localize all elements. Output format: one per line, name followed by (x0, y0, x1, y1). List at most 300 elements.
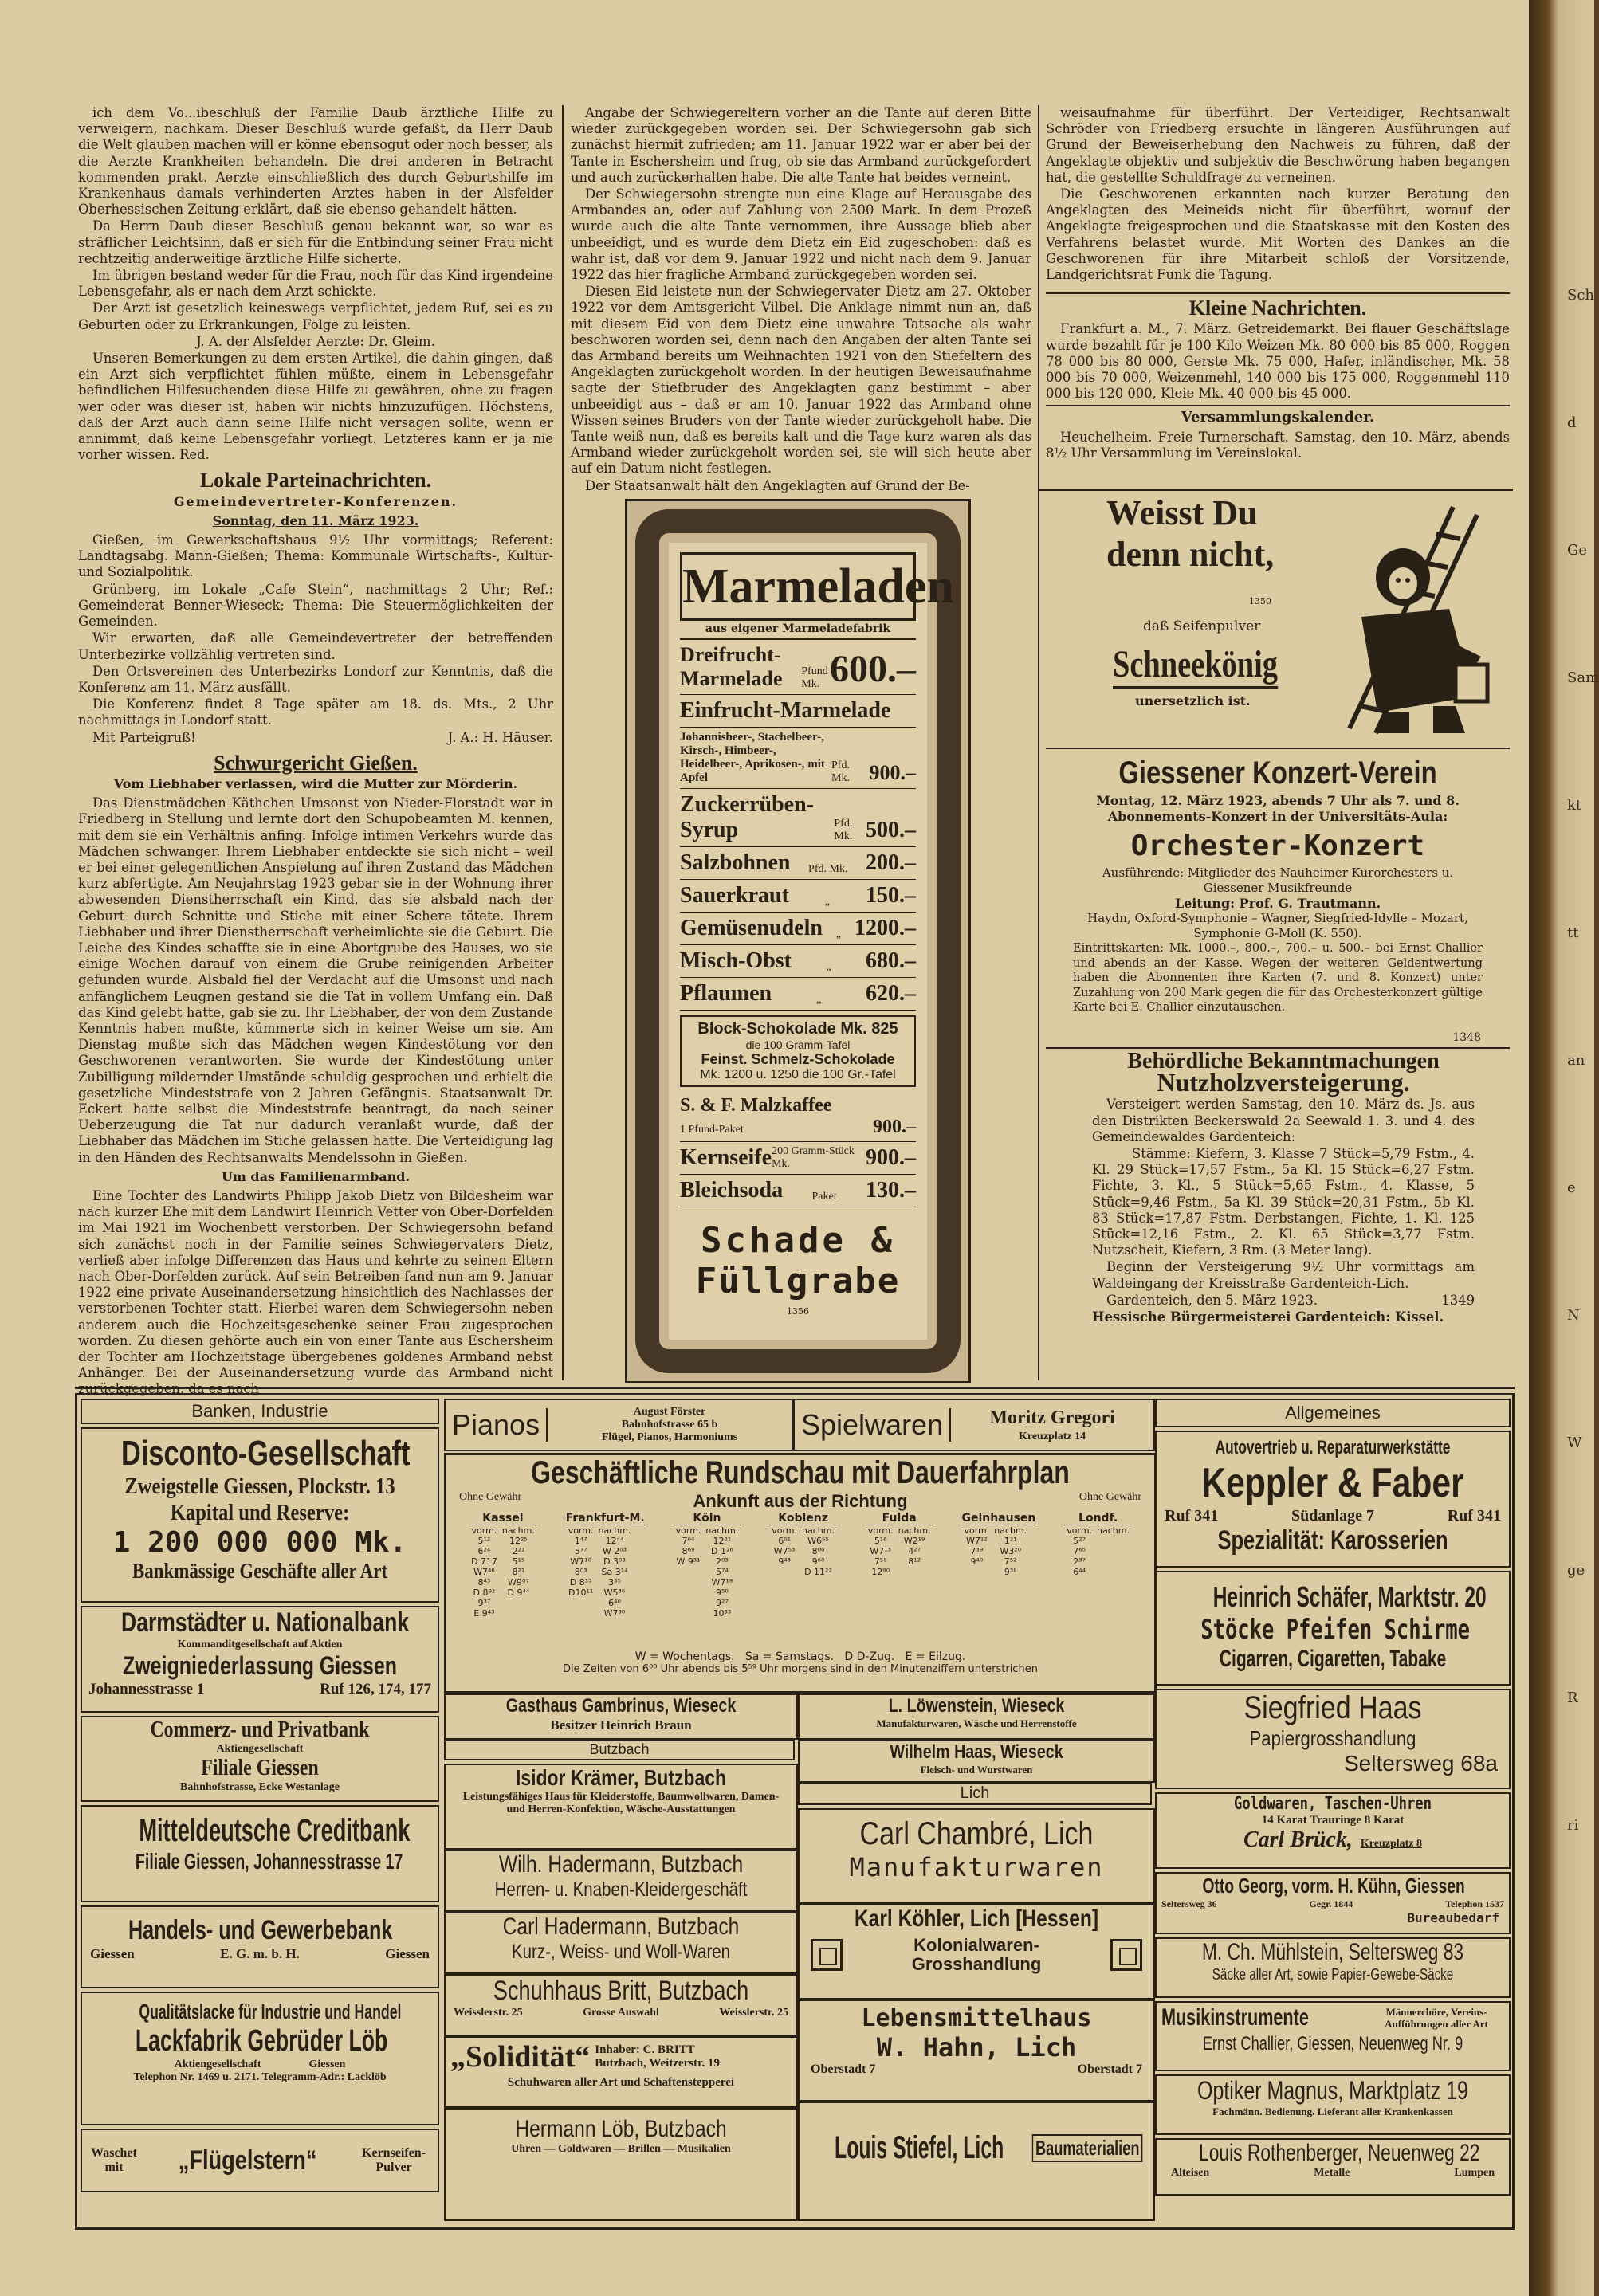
ad-line: Kurz-, Weiss- und Woll-Waren (511, 1941, 731, 1963)
item-unit: 200 Gramm-Stück Mk. (772, 1145, 855, 1170)
kraemer-ad (444, 1764, 798, 1850)
time-column-label: vorm. (867, 1525, 894, 1536)
arrival-time: 12²¹ (713, 1536, 732, 1546)
fahrplan-direction (866, 1512, 933, 1647)
nutzholz-notice (1092, 1049, 1475, 1383)
ad-line: Goldwaren, Taschen-Uhren (1234, 1794, 1432, 1814)
ad-line: Herren- u. Knaben-Kleidergeschäft (494, 1878, 748, 1901)
item-price: 600.– (830, 648, 916, 690)
time-column-label: vorm. (1067, 1525, 1093, 1536)
direction-times (769, 1525, 837, 1577)
arrival-time: W7³⁰ (603, 1608, 626, 1619)
ad-line: Weisslerstr. 25 Grosse Auswahl Weisslerstr. 25 (454, 2007, 788, 2019)
ad-line: Uhren — Goldwaren — Brillen — Musikalien (511, 2143, 731, 2155)
arrival-time: W 9³¹ (676, 1556, 701, 1567)
arrival-time: 5²⁷ (1073, 1536, 1086, 1546)
arrival-time: 1²¹ (1004, 1536, 1017, 1546)
ad-title: Carl Chambré, Lich (859, 1816, 1094, 1851)
paragraph: Das Dienstmädchen Käthchen Umsonst von Nieder-Florstadt war in Friedberg in Stellung und lernte dort den Schupobeamten M. kennen, mit dem sie ein Verhältnis anfing. Infolge intimen Verkehrs wurde das Mädchen schwanger. Ihrem Liebhaber entdeckte sie sich nicht – weil er bei einer gelegentlichen Anspielung auf ihren Zustand das Mädchen kurz abfertigte. Am Neujahrstag 1923 gebar sie in der Wohnung ihrer abwesenden Dienstherrschaft ein Kind, das sie alsbald nach der Geburt durch Schnitte und Stiche mit einer Schere tötete. Ihrem Liebhaber und ihrer Dienstherrschaft verheimlichte sie die Geburt. Die Leiche des Kindes schaffte sie in eine Abortgrube des Hauses, wo sie einige Wochen darauf von einem die Grube reinigenden Arbeiter gefunden wurde. Alsbald fiel der Verdacht auf die Umsonst und nach anfänglichem Leugnen gestand sie die Tat in vollem Umfang ein. Daß das Kind gelebt hatte, gab sie zu. Ihr Liebhaber, der von dem Zustande Kenntnis haben mußte, kümmerte sich in keiner Weise um sie. Am Dienstag mußte sich das Mädchen wegen Kindestötung vor den Geschworenen verantworten. Sie wurde der Kindestötung unter Zubilligung mildernder Umstände schuldig gesprochen und erhielt die gesetzliche Mindeststrafe von 2 Jahren Gefängnis. Staatsanwalt Dr. Eckert hatte selbst die Mindeststrafe beantragt, da nach seiner Ueberzeugung die Tat nur dadurch veranlaßt wurde, daß der Liebhaber das Mädchen im Stiche gelassen hatte. Die Verteidigung lag in den Händen des Rechtsanwalts Mendelssohn in Gießen. (78, 795, 553, 1165)
edge-fragment: R (1567, 1690, 1578, 1706)
arrival-time: 6⁴⁴ (1073, 1567, 1086, 1577)
arrival-time: W7¹² (965, 1536, 988, 1546)
time-column-label: nachm. (802, 1525, 835, 1536)
ad-text: Kolonialwaren- Grosshandlung (911, 1935, 1042, 1974)
fahrplan-header: Ohne Gewähr Ankunft aus der Richtung Ohne Gewähr (459, 1491, 1141, 1511)
arrival-time: W7⁴⁶ (473, 1567, 495, 1577)
price-row (680, 913, 916, 945)
paragraph: Der Staatsanwalt hält den Angeklagten auf Grund der Be- (585, 477, 970, 493)
ad-line: Aktiengesellschaft (216, 1743, 304, 1755)
chambre-ad (798, 1808, 1155, 1904)
arrival-time: 8⁰⁰ (811, 1546, 825, 1556)
ad-line: Leistungsfähiges Haus für Kleiderstoffe, Baumwollwaren, Damen- und Herren-Konfektion, Wäsche-Ausstattungen (462, 1791, 780, 1815)
arrival-time: D 8⁹² (473, 1588, 496, 1598)
item-price: 620.– (865, 981, 916, 1006)
item-unit: „ (835, 928, 842, 940)
chimney-sweep-illustration (1314, 497, 1505, 736)
koehler-ad (798, 1904, 1155, 2000)
ad-subtitle: aus eigener Marmeladefabrik (680, 622, 916, 640)
section-heading: Schwurgericht Gießen. (214, 751, 418, 775)
arrival-time: E 9⁴³ (473, 1608, 495, 1619)
item-name: S. & F. Malzkaffee 1 Pfund-Paket (680, 1095, 832, 1136)
allgemeines-column (1155, 1399, 1511, 2224)
arrival-time: W3²⁰ (1000, 1546, 1022, 1556)
arrival-time: 9³⁸ (1004, 1567, 1017, 1577)
section-heading: Kleine Nachrichten. (1046, 292, 1510, 316)
item-price: 200.– (866, 850, 916, 875)
schuhhaus-britt-ad (444, 1974, 798, 2036)
item-unit: „ (824, 896, 831, 908)
item-name: Kernseife (680, 1145, 772, 1170)
carl-hadermann-ad (444, 1912, 798, 1974)
item-name: Gemüsenudeln (680, 916, 823, 940)
ad-row (800, 1933, 1153, 1977)
hahn-ad (798, 2000, 1155, 2102)
arrival-time: W7¹⁰ (570, 1556, 591, 1567)
musikinstrumente-ad (1155, 2001, 1511, 2071)
arrival-time: 7⁵² (1004, 1556, 1017, 1567)
sub-heading: Vom Liebhaber verlassen, wird die Mutter zur Mörderin. (113, 775, 518, 791)
arrival-time: W7¹⁸ (711, 1577, 733, 1588)
ad-title: Mitteldeutsche Creditbank (139, 1813, 411, 1848)
schaefer-ad (1155, 1571, 1511, 1686)
ad-number: 1348 (1452, 1031, 1481, 1044)
greeting: Mit Parteigruß! (92, 729, 196, 745)
item-price: 500.– (866, 818, 916, 842)
ad-body (669, 543, 954, 1340)
arrival-time: 7⁶⁵ (1073, 1546, 1086, 1556)
sub-heading: Um das Familienarmband. (221, 1168, 411, 1184)
arrival-time: W 2⁰³ (602, 1546, 627, 1556)
ad-title: Otto Georg, vorm. H. Kühn, Giessen (1202, 1874, 1465, 1898)
paragraph: Wir erwarten, daß alle Gemeindevertreter der betreffenden Unterbezirke vollzählig vertreten sind. (78, 630, 553, 662)
time-column-label: vorm. (772, 1525, 798, 1536)
arrival-time (1094, 1567, 1132, 1577)
arrival-time (769, 1567, 800, 1577)
ad-title: Pianos (446, 1408, 548, 1442)
item-unit: Pfd. Mk. (834, 818, 853, 842)
arrival-time: 10³³ (713, 1608, 732, 1619)
ad-line: Qualitätslacke für Industrie und Handel (139, 2000, 402, 2023)
ad-line: Aktiengesellschaft Giessen (174, 2059, 346, 2070)
arrival-time: W6⁵⁵ (807, 1536, 829, 1546)
paragraph (1092, 1293, 1475, 1309)
wilhelm-haas-ad (798, 1740, 1155, 1783)
ad-line: Papiergrosshandlung (1249, 1726, 1416, 1750)
fahrplan-legend: W = Wochentags. Sa = Samstags. D D-Zug. E = Eilzug. (634, 1650, 966, 1663)
direction-name: Londf. (1064, 1512, 1132, 1525)
arrival-time: 12²⁵ (509, 1536, 528, 1546)
paragraph: Da Herrn Daub dieser Beschluß genau bekannt war, so war es sträflicher Leichtsinn, daß er sich für die Entbindung seiner Frau nicht rechtzeitig anderweitige ärztliche Hilfe sicherte. (78, 218, 553, 266)
georg-ad (1155, 1872, 1511, 1934)
emblem-icon (811, 1939, 843, 1971)
edge-fragment: tt (1567, 924, 1579, 941)
price-list (680, 640, 916, 1011)
ad-line: Weisst Du (1106, 493, 1258, 532)
fluegelstern-ad (81, 2129, 439, 2192)
paragraph: Stämme: Kiefern, 3. Klasse 7 Stück=5,79 Fstm., 4. Kl. 29 Stück=17,57 Fstm., 5a Kl. 15 Stück=6,27 Fstm. Fichte, 3. Kl., 5 Stück=5,65 Fstm., 4. Klasse, 5 Stück=9,46 Fstm., 5a Kl. 39 Stück=20,31 Fstm., 5b Kl. 83 Stück=17,87 Fstm. Derbstangen, Fichte, 1. Kl. 125 Stück=12,16 Fstm., 2. Kl. 65 Stück=3,77 Fstm. Nutzscheit, Kiefern, 3 Rm. (3 Meter lang). (1092, 1146, 1475, 1258)
ad-title: Optiker Magnus, Marktplatz 19 (1197, 2076, 1468, 2105)
ad-line: Telephon Nr. 1469 u. 2171. Telegramm-Adr.: Lacklöb (133, 2071, 387, 2083)
arrival-time: 7⁰⁴ (682, 1536, 695, 1546)
signature: Hessische Bürgermeisterei Gardenteich: Kissel. (1092, 1309, 1444, 1325)
ad-line: Giessen E. G. m. b. H. Giessen (90, 1946, 430, 1961)
ad-line: Montag, 12. März 1923, abends 7 Uhr als 7. und 8. Abonnements-Konzert in der Universitäts-Aula: (1096, 793, 1460, 824)
ad-line: denn nicht, (1106, 535, 1275, 574)
item-price: 150.– (866, 883, 916, 908)
edge-fragment: d (1567, 414, 1577, 431)
keppler-ad (1155, 1431, 1511, 1568)
category-header: Allgemeines (1155, 1399, 1511, 1427)
hermann-loeb-ad (444, 2108, 798, 2221)
commerzbank-ad (81, 1716, 439, 1802)
direction-name: Fulda (866, 1512, 933, 1525)
ad-line: Fleisch- und Wurstwaren (920, 1764, 1033, 1776)
ad-text: Inhaber: C. BRITT Butzbach, Weitzerstr. 19 (595, 2043, 720, 2070)
ad-title: Louis Rothenberger, Neuenweg 22 (1199, 2140, 1480, 2166)
notice-heading: Behördliche Bekanntmachungen (1127, 1049, 1440, 1073)
ad-line: Säcke aller Art, sowie Papier-Gewebe-Säcke (1212, 1966, 1454, 1984)
arrival-time: 6⁴⁰ (608, 1598, 621, 1608)
ad-line: Spezialität: Karosserien (1217, 1525, 1448, 1556)
fahrplan-table (446, 1512, 1154, 1647)
paragraph: Versteigert werden Samstag, den 10. März ds. Js. aus den Distrikten Beckerswald 2a Seewald 1. 3. und 4. des Gemeindewaldes Gardenteich: (1092, 1097, 1475, 1144)
paragraph: Den Ortsvereinen des Unterbezirks Londorf zur Kenntnis, daß die Konferenz am 11. März ausfällt. (78, 663, 553, 695)
item-unit: „ (815, 994, 822, 1006)
ad-line: Manufakturwaren, Wäsche und Herrenstoffe (876, 1717, 1077, 1729)
arrival-time: 6⁰¹ (778, 1536, 792, 1546)
fahrplan-direction (961, 1512, 1035, 1647)
ad-title: Hermann Löb, Butzbach (515, 2116, 727, 2142)
ad-title: Schuhhaus Britt, Butzbach (493, 1976, 749, 2006)
chocolate-line: Block-Schokolade Mk. 825 (697, 1020, 898, 1038)
ad-title: Wilhelm Haas, Wieseck (890, 1741, 1063, 1763)
ad-title: W. Hahn, Lich (876, 2032, 1077, 2062)
item-name: Salzbohnen (680, 850, 791, 875)
arrival-time (674, 1608, 704, 1619)
price-row (680, 728, 916, 789)
paragraph: Die Konferenz findet 8 Tage später am 18. ds. Mts., 2 Uhr nachmittags in Londorf statt. (78, 697, 553, 728)
category-header: Banken, Industrie (81, 1399, 439, 1424)
ad-line: Alteisen Metalle Lumpen (1171, 2167, 1495, 2179)
arrival-time (674, 1588, 704, 1598)
arrival-time (674, 1577, 704, 1588)
chocolate-box (680, 1015, 916, 1087)
item-price: 130.– (866, 1178, 916, 1203)
ad-title: Darmstädter u. Nationalbank (121, 1607, 410, 1638)
ad-line: Ernst Challier, Giessen, Neuenweg Nr. 9 (1202, 2033, 1463, 2055)
time-column-label: nachm. (1097, 1525, 1130, 1536)
item-unit: Pfund Mk. (801, 665, 828, 690)
category-header: Lich (798, 1783, 1152, 1805)
arrival-time: 8²¹ (512, 1567, 525, 1577)
ad-title: Louis Stiefel, Lich (834, 2130, 1004, 2165)
ad-title: Orchester-Konzert (1130, 830, 1425, 862)
arrival-time (500, 1598, 537, 1608)
firm-name: Füllgrabe (695, 1261, 901, 1301)
arrival-time (1094, 1556, 1132, 1567)
column-3 (1046, 105, 1510, 488)
gambrinus-ad (444, 1694, 798, 1740)
ad-title: Wilh. Hadermann, Butzbach (498, 1851, 744, 1878)
paragraph: Unseren Bemerkungen zu dem ersten Artikel, die dahin gingen, daß ein Arzt sich verpflichtet fühlen müßte, einem in Lebensgefahr befindlichen Hilfesuchenden diese Hilfe zu gewähren, ohne zu fragen wer oder was dieser ist, haben wir nichts hinzuzufügen. Höchstens, daß der Arzt auch dann seine Hilfe nicht versagen sollte, wenn er annimmt, daß keine Lebensgefahr vorliegt. Letzteres kann er ja nie vorher wissen. Red. (78, 351, 553, 463)
edge-fragment: Sam (1567, 669, 1599, 686)
edge-fragment: W (1567, 1435, 1582, 1451)
arrival-time: 5¹² (477, 1536, 491, 1546)
item-price: 1200.– (855, 916, 916, 940)
ad-grid (75, 1393, 1515, 2230)
ad-line: Leitung: Prof. G. Trautmann. (1174, 896, 1381, 911)
price-row (680, 1175, 916, 1207)
ad-text: August Förster Bahnhofstrasse 65 b Flügel, Pianos, Harmoniums (601, 1406, 738, 1443)
item-price: 680.– (866, 948, 916, 973)
item-price: 900.– (869, 761, 916, 784)
arrival-time: 2³⁷ (1073, 1556, 1086, 1567)
item-unit: Pfd. Mk. (831, 759, 850, 784)
ad-line: Kapital und Reserve: (170, 1500, 350, 1525)
price-row (680, 1092, 916, 1142)
ad-line: Schuhwaren aller Art und Schaftenstepperei (507, 2076, 735, 2089)
item-name: Sauerkraut (680, 883, 789, 908)
fahrplan-direction (566, 1512, 645, 1647)
ad-brand: Schneekönig (1113, 642, 1278, 689)
arrival-time: 2²¹ (512, 1546, 525, 1556)
ad-line: Kommanditgesellschaft auf Aktien (177, 1639, 343, 1650)
item-name: Einfrucht-Marmelade (680, 698, 891, 723)
paragraph: weisaufnahme für überführt. Der Verteidiger, Rechtsanwalt Schröder von Friedberg ersuchte in längeren Ausführungen auf Grund der Beweiserhebung den Nachweis zu führen, daß der Angeklagte objektiv und subjektiv die Beschwörung haben begangen hat, die gestellte Schuldfrage zu verneinen. (1046, 105, 1510, 185)
arrival-time: 2⁰³ (715, 1556, 729, 1567)
fahrplan-direction (674, 1512, 741, 1647)
date-line: Gardenteich, den 5. März 1923. (1106, 1292, 1318, 1308)
ad-line: Cigarren, Cigaretten, Tabake (1219, 1646, 1447, 1672)
arrival-time (1094, 1546, 1132, 1556)
ad-line: Besitzer Heinrich Braun (550, 1717, 692, 1733)
lackfabrik-ad (81, 1992, 439, 2125)
darmstaedter-ad (81, 1606, 439, 1713)
arrival-time: 7⁵⁸ (874, 1556, 887, 1567)
ad-title: Karl Köhler, Lich [Hessen] (854, 1905, 1099, 1932)
gewerbebank-ad (81, 1905, 439, 1988)
signature: J. A. der Alsfelder Aerzte: Dr. Gleim. (196, 333, 435, 349)
arrival-time: 8⁶⁹ (682, 1546, 695, 1556)
ad-title: Lackfabrik Gebrüder Löb (135, 2024, 388, 2058)
ad-title: Musikinstrumente (1161, 2004, 1309, 2031)
direction-times (674, 1525, 741, 1619)
column-2 (571, 105, 1031, 493)
ad-line: Zweigniederlassung Giessen (122, 1651, 398, 1680)
marmeladen-ad (625, 499, 971, 1383)
price-row (680, 978, 916, 1011)
ad-line: Fachmänn. Bedienung. Lieferant aller Krankenkassen (1212, 2106, 1453, 2117)
ad-line: Stöcke Pfeifen Schirme (1200, 1614, 1471, 1646)
ad-line: Bureaubedarf (1407, 1910, 1499, 1925)
ad-number: 1350 (1249, 596, 1271, 606)
arrival-time: 4²⁷ (908, 1546, 921, 1556)
arrival-time: D 11²² (804, 1567, 832, 1577)
ad-title: Siegfried Haas (1243, 1690, 1422, 1725)
fahrplan-direction (469, 1512, 537, 1647)
ad-line: 1 200 000 000 Mk. (112, 1526, 407, 1559)
arrival-time (674, 1598, 704, 1608)
time-column-label: nachm. (898, 1525, 931, 1536)
ad-row (446, 2038, 796, 2076)
ad-line: Eintrittskarten: Mk. 1000.–, 800.–, 700.– u. 500.– bei Ernst Challier und abends an der Kasse. Wegen der weiteren Geldentwertung haben die Abonnenten ihre Karten (7. und 8. Konzert) unter Zuzahlung von 200 Mark gegen die für das Orchesterkonzert gültige Karte bei E. Challier einzutauschen. (1073, 942, 1483, 1014)
fahrplan-title: Geschäftliche Rundschau mit Dauerfahrplan (531, 1455, 1070, 1490)
ad-line: Johannesstrasse 1 Ruf 126, 174, 177 (88, 1681, 431, 1697)
column-rule (1038, 105, 1039, 1380)
direction-name: Kassel (469, 1512, 537, 1525)
arrival-time: 5¹⁵ (512, 1556, 525, 1567)
arrival-time: 5¹⁶ (874, 1536, 887, 1546)
arrival-time: 5⁷⁴ (715, 1567, 729, 1577)
arrival-time: 8¹² (908, 1556, 921, 1567)
time-column-label: nachm. (705, 1525, 739, 1536)
ad-title: Carl Hadermann, Butzbach (502, 1913, 740, 1940)
price-row (680, 789, 916, 847)
adjacent-page-edge (1529, 0, 1599, 2296)
arrival-time: 3³⁵ (608, 1577, 621, 1588)
ad-title: „Flügelstern“ (179, 2145, 317, 2176)
firm-name: Schade & (701, 1220, 895, 1261)
item-name: Misch-Obst (680, 948, 792, 973)
arrival-time: 9²⁷ (715, 1598, 729, 1608)
price-row (680, 945, 916, 978)
edge-fragment: ri (1567, 1817, 1579, 1834)
ad-title: Disconto-Gesellschaft (121, 1434, 411, 1473)
price-row (680, 640, 916, 695)
direction-name: Frankfurt-M. (565, 1512, 645, 1525)
chocolate-line: Mk. 1200 u. 1250 die 100 Gr.-Tafel (700, 1068, 896, 1081)
arrival-time: D 1²⁶ (710, 1546, 733, 1556)
ad-line: Autovertrieb u. Reparaturwerkstätte (1215, 1437, 1451, 1458)
arrival-time: 7³⁹ (970, 1546, 984, 1556)
paragraph: Beginn der Versteigerung 9½ Uhr vormittags am Waldeingang der Kreisstraße Gardenteich-Lich. (1092, 1259, 1475, 1291)
ad-row: Carl Brück, Kreuzplatz 8 (1243, 1827, 1423, 1852)
ad-text: Moritz Gregori Kreuzplatz 14 (989, 1407, 1115, 1442)
arrival-time: 12⁹⁰ (871, 1567, 890, 1577)
ad-title: Heinrich Schäfer, Marktstr. 20 (1212, 1580, 1487, 1613)
arrival-time: 8⁴³ (477, 1577, 491, 1588)
paragraph: Grünberg, im Lokale „Cafe Stein“, nachmittags 2 Uhr; Ref.: Gemeinderat Benner-Wieseck; Thema: Die Steuermöglichkeiten der Gemeinden. (78, 581, 553, 630)
direction-name: Köln (674, 1512, 741, 1525)
arrival-time: 1⁴⁷ (574, 1536, 587, 1546)
arrival-time (1094, 1536, 1132, 1546)
notice-heading: Nutzholzversteigerung. (1157, 1068, 1410, 1097)
ad-line: 14 Karat Trauringe 8 Karat (1261, 1814, 1405, 1827)
paragraph (78, 730, 553, 746)
soliditaet-ad (444, 2036, 798, 2108)
ad-line: Kernseifen-Pulver (362, 2146, 426, 2174)
schneekoenig-ad (1046, 493, 1510, 749)
rothenberger-ad (1155, 2138, 1511, 2196)
edge-fragment: N (1567, 1307, 1580, 1324)
paragraph: Frankfurt a. M., 7. März. Getreidemarkt. Bei flauer Geschäftslage wurde bezahlt für je 100 Kilo Weizen Mk. 80 000 bis 85 000, Roggen 78 000 bis 80 000, Gerste Mk. 75 000, Hafer, inländischer, Mk. 58 000 bis 70 000, Weizenmehl, 140 000 bis 175 000, Roggenmehl 110 000 bis 120 000, Kleie Mk. 40 000 bis 45 000. (1046, 321, 1510, 402)
ad-title: Marmeladen (680, 552, 916, 621)
creditbank-ad (81, 1805, 439, 1902)
item-unit: „ (826, 961, 831, 973)
direction-name: Gelnhausen (961, 1512, 1036, 1525)
paragraph: Eine Tochter des Landwirts Philipp Jakob Dietz von Bildesheim war nach kurzer Ehe mit dem Landwirt Heinrich Vetter von Ober-Dorfelden im Mai 1921 im Wochenbett verstorben. Der Schwiegersohn befand sich zunächst noch in der Familie seines Schwiegervaters Dietz, verließ aber infolge Differenzen das Haus und kehrte zu seinen Eltern nach Ober-Dorfelden zurück. Auf sein Betreiben fand nun am 9. Januar 1922 eine private Auseinandersetzung hinsichtlich des Nachlasses der verstorbenen Tochter statt. Hierbei waren dem Schwiegersohn neben anderem auch die Hochzeitsgeschenke seiner Frau zugesprochen worden. Zu diesen gehörte auch ein von einer Tante aus Eschersheim der Tochter am Hochzeitstage übergebenes goldenes Armband nebst Anhänger. Bei der Auseinandersetzung wurde das Armband nicht (78, 1188, 553, 1381)
ad-line: Haydn, Oxford-Symphonie – Wagner, Siegfried-Idylle – Mozart, Symphonie G-Moll (K. 550). (1087, 911, 1468, 940)
item-name: Pflaumen (680, 981, 772, 1006)
ad-title: Isidor Krämer, Butzbach (515, 1765, 727, 1790)
item-name: Johannisbeer-, Stachelbeer-, Kirsch-, Himbeer-, Heidelbeer-, Aprikosen-, mit Apfel (680, 731, 825, 784)
arrival-time: W9⁰⁷ (508, 1577, 529, 1588)
arrival-time: 9⁵⁰ (715, 1588, 729, 1598)
ad-line: Baumaterialien (1032, 2134, 1143, 2162)
ad-title: L. Löwenstein, Wieseck (888, 1695, 1065, 1717)
item-price: 900.– (873, 1117, 916, 1137)
ad-number: 1356 (787, 1306, 809, 1317)
ad-title: Gasthaus Gambrinus, Wieseck (505, 1695, 737, 1717)
direction-times (1064, 1525, 1132, 1577)
ad-row (800, 2130, 1153, 2166)
fahrplan-legend: Die Zeiten von 6⁰⁰ Uhr abends bis 5⁵⁹ Uhr morgens sind in den Minutenziffern unterstrichen (563, 1663, 1038, 1675)
ad-title: Carl Brück, (1243, 1827, 1353, 1852)
ad-title: Keppler & Faber (1201, 1460, 1464, 1506)
ad-line: Waschet mit (91, 2146, 137, 2174)
konzert-ad (1046, 752, 1510, 1049)
arrival-time: W2¹⁹ (903, 1536, 925, 1546)
price-row (680, 880, 916, 913)
ad-line: Ausführende: Mitglieder des Nauheimer Kurorchesters u. Giessener Musikfreunde (1102, 865, 1454, 895)
column-1 (78, 105, 553, 1380)
ad-line: Filiale Giessen, Johannesstrasse 17 (135, 1849, 403, 1874)
paragraph: Heuchelheim. Freie Turnerschaft. Samstag, den 10. März, abends 8½ Uhr Versammlung im Vereinslokal. (1046, 429, 1510, 461)
paragraph: Im übrigen bestand weder für die Frau, noch für das Kind irgendeine Lebensgefahr, als er nach dem Arzt schickte. (78, 268, 553, 300)
item-price: 900.– (866, 1145, 916, 1170)
ad-number: 1349 (1441, 1292, 1475, 1308)
ad-line: Oberstadt 7 Oberstadt 7 (811, 2062, 1142, 2076)
time-column-label: nachm. (501, 1525, 535, 1536)
arrival-time (566, 1598, 596, 1608)
ad-title: Commerz- und Privatbank (150, 1717, 370, 1742)
wilh-hadermann-ad (444, 1850, 798, 1912)
arrival-time: D 8³³ (569, 1577, 592, 1588)
ad-line: Seltersweg 68a (1343, 1751, 1498, 1776)
column-rule (562, 105, 564, 1380)
chocolate-line: Feinst. Schmelz-Schokolade (701, 1051, 895, 1067)
time-column-label: nachm. (994, 1525, 1027, 1536)
ad-title: Handels- und Gewerbebank (128, 1915, 393, 1945)
price-row (680, 847, 916, 880)
direction-times (961, 1525, 1029, 1577)
arrival-time: D 9⁴⁴ (507, 1588, 530, 1598)
edge-fragment: e (1567, 1179, 1576, 1196)
arrival-time (961, 1567, 992, 1577)
direction-times (469, 1525, 537, 1619)
